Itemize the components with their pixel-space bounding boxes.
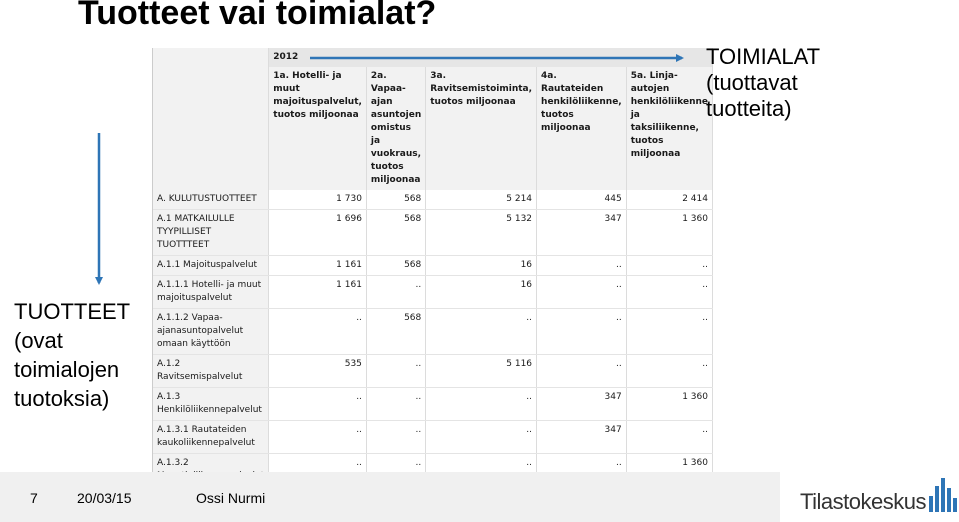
row-label: A.1 MATKAILULLE TYYPILLISET TUOTTTEET	[153, 210, 269, 256]
table-cell: ..	[426, 421, 537, 454]
page-number: 7	[30, 490, 38, 506]
tuotteet-label-line: (ovat	[14, 328, 63, 353]
table-cell: ..	[366, 454, 425, 487]
table-cell: ..	[269, 309, 367, 355]
footer-author: Ossi Nurmi	[196, 490, 266, 506]
table-cell: 347	[537, 388, 627, 421]
row-label: A.1.3.2	[153, 454, 269, 487]
row-label: A.1.3.1 Rautateiden kaukoliikennepalvelut	[153, 421, 269, 454]
tuotteet-label-line: TUOTTEET	[14, 299, 131, 324]
slide-footer	[0, 472, 959, 522]
tilastokeskus-logo-icon	[928, 472, 958, 516]
table-cell: ..	[269, 454, 367, 487]
table-cell: 568	[366, 190, 425, 210]
table-cell: ..	[537, 309, 627, 355]
table-cell: ..	[426, 309, 537, 355]
table-cell: ..	[366, 421, 425, 454]
table-cell: 568	[366, 309, 425, 355]
table-cell: 1 696	[269, 210, 367, 256]
row-label: A.1.3 Henkilöliikennepalvelut	[153, 388, 269, 421]
row-label: A.1.1 Majoituspalvelut	[153, 256, 269, 276]
row-label: A.1.2 Ravitsemispalvelut	[153, 355, 269, 388]
table-cell: ..	[537, 355, 627, 388]
logo-text: Tilastokeskus	[800, 489, 926, 514]
table-column-header: 2a. Vapaa-ajan asuntojen omistus ja vuokraus, tuotos miljoonaa	[366, 67, 425, 190]
table-cell: ..	[269, 388, 367, 421]
table-cell: 1 161	[269, 256, 367, 276]
table-cell: 1 360	[626, 388, 712, 421]
tuotteet-label-line: toimialojen	[14, 357, 120, 382]
table-cell: 5 132	[426, 210, 537, 256]
table-cell: 568	[366, 210, 425, 256]
table-year: 2012	[269, 48, 713, 67]
table-cell: ..	[537, 454, 627, 487]
table-cell: 1 730	[269, 190, 367, 210]
table-cell: ..	[626, 276, 712, 309]
toimialat-label-line: tuotteita)	[706, 96, 792, 121]
row-label: A.1.1.2 Vapaa-ajanasuntopalvelut omaan käyttöön	[153, 309, 269, 355]
table-cell: ..	[537, 256, 627, 276]
table-cell: 2 414	[626, 190, 712, 210]
table-column-header: 1a. Hotelli- ja muut majoituspalvelut, tuotos miljoonaa	[269, 67, 367, 190]
tuotteet-label-line: tuotoksia)	[14, 386, 110, 411]
table-cell: 16	[426, 276, 537, 309]
toimialat-label-line: TOIMIALAT	[706, 44, 821, 69]
table-cell: ..	[626, 309, 712, 355]
table-cell: 5 214	[426, 190, 537, 210]
table-cell: ..	[366, 276, 425, 309]
table-cell: 1 161	[269, 276, 367, 309]
table-column-header: 4a. Rautateiden henkilöliikenne, tuotos miljoonaa	[537, 67, 627, 190]
table-cell: ..	[626, 421, 712, 454]
table-cell: 16	[426, 256, 537, 276]
table-cell: ..	[537, 276, 627, 309]
slide-title: Tuotteet vai toimialat?	[78, 0, 437, 32]
table-cell: 1 360	[626, 454, 712, 487]
table-cell: 347	[537, 210, 627, 256]
table-cell: 568	[366, 256, 425, 276]
table-cell: ..	[426, 454, 537, 487]
row-label: A. KULUTUSTUOTTEET	[153, 190, 269, 210]
table-cell: ..	[366, 355, 425, 388]
table-cell: 1 360	[626, 210, 712, 256]
table-cell: 535	[269, 355, 367, 388]
table-cell: 347	[537, 421, 627, 454]
table-cell: ..	[626, 256, 712, 276]
table-cell: 445	[537, 190, 627, 210]
toimialat-label-line: (tuottavat	[706, 70, 798, 95]
table-cell: ..	[366, 388, 425, 421]
table-column-header: 3a. Ravitsemistoiminta, tuotos miljoonaa	[426, 67, 537, 190]
table-column-header: 5a. Linja-autojen henkilöliikenne ja taksiliikenne, tuotos miljoonaa	[626, 67, 712, 190]
footer-date: 20/03/15	[77, 490, 132, 506]
table-cell: ..	[626, 355, 712, 388]
table-cell: ..	[269, 421, 367, 454]
table-cell: 5 116	[426, 355, 537, 388]
row-label: A.1.1.1 Hotelli- ja muut majoituspalvelut	[153, 276, 269, 309]
table-cell: ..	[426, 388, 537, 421]
